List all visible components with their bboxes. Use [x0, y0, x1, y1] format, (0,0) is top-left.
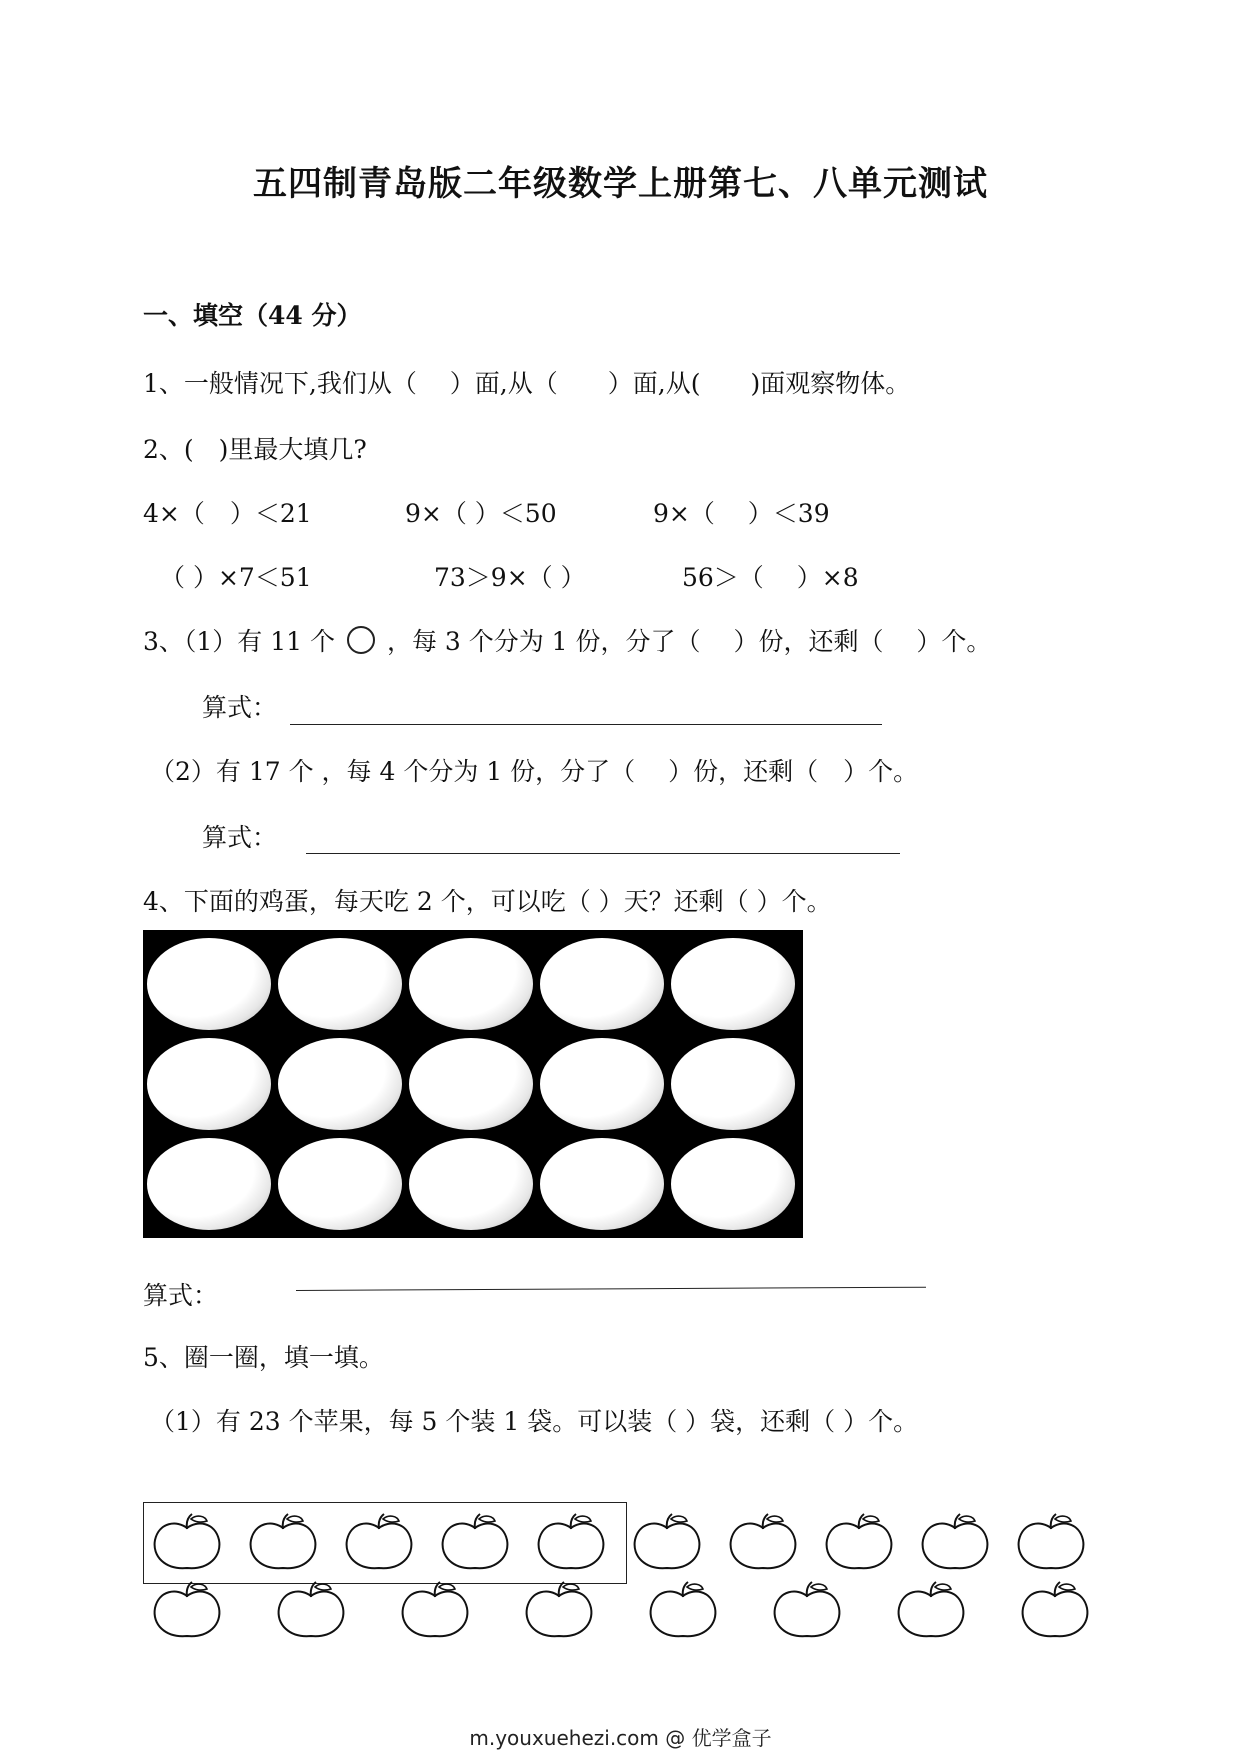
apple-icon — [727, 1512, 799, 1574]
apple-icon — [895, 1580, 967, 1642]
apple-icon — [771, 1580, 843, 1642]
question-3-part-1 — [143, 622, 991, 658]
circle-icon — [347, 626, 375, 654]
question-1: 1、一般情况下,我们从（ ）面,从（ ）面,从( )面观察物体。 — [143, 369, 911, 398]
q2-item-3: 9×（ ）＜39 — [653, 499, 830, 528]
answer-line-q3-2[interactable] — [306, 853, 900, 854]
page-title: 五四制青岛版二年级数学上册第七、八单元测试 — [253, 164, 988, 204]
egg-icon — [540, 1138, 664, 1230]
question-2: 2、( )里最大填几? — [143, 435, 367, 464]
apple-icon — [523, 1580, 595, 1642]
apple-icon — [275, 1580, 347, 1642]
footer-watermark: m.youxuehezi.com @ 优学盒子 — [469, 1726, 772, 1750]
q2-item-1: 4×（ ）＜21 — [143, 499, 312, 528]
apple-icon — [631, 1512, 703, 1574]
egg-icon — [409, 938, 533, 1030]
egg-icon — [147, 938, 271, 1030]
q2-item-2: 9×（ ）＜50 — [405, 499, 557, 528]
q2-item-6: 56＞（ ）×8 — [682, 563, 859, 592]
egg-icon — [409, 1138, 533, 1230]
question-5-part-1: （1）有 23 个苹果，每 5 个装 1 袋。可以装（ ）袋，还剩（ ）个。 — [150, 1407, 919, 1436]
apple-icon — [647, 1580, 719, 1642]
egg-icon — [278, 1038, 402, 1130]
formula-label-q3-1: 算式： — [202, 693, 278, 722]
answer-line-q4[interactable] — [296, 1287, 926, 1291]
egg-icon — [147, 1138, 271, 1230]
apple-icon — [151, 1580, 223, 1642]
egg-icon — [671, 1038, 795, 1130]
egg-icon — [540, 938, 664, 1030]
q2-item-5: 73＞9×（ ） — [434, 563, 586, 592]
egg-icon — [147, 1038, 271, 1130]
apple-icon — [823, 1512, 895, 1574]
apple-icon — [535, 1512, 607, 1574]
apple-icon — [1019, 1580, 1091, 1642]
apple-icon — [247, 1512, 319, 1574]
apple-icon — [439, 1512, 511, 1574]
q2-item-4: （ ）×7＜51 — [160, 563, 312, 592]
apple-icon — [1015, 1512, 1087, 1574]
question-4: 4、下面的鸡蛋，每天吃 2 个，可以吃（ ）天？还剩（ ）个。 — [143, 887, 832, 916]
answer-line-q3-1[interactable] — [290, 724, 882, 725]
q3-1-text-after: ，每 3 个分为 1 份，分了（ ）份，还剩（ ）个。 — [386, 627, 992, 656]
question-5: 5、圈一圈，填一填。 — [143, 1343, 384, 1372]
egg-icon — [671, 938, 795, 1030]
question-3-part-2: （2）有 17 个 ，每 4 个分为 1 份，分了（ ）份，还剩（ ）个。 — [150, 757, 919, 786]
apple-icon — [919, 1512, 991, 1574]
egg-icon — [278, 1138, 402, 1230]
apple-icon — [399, 1580, 471, 1642]
formula-label-q4: 算式： — [143, 1281, 219, 1310]
formula-label-q3-2: 算式： — [202, 823, 278, 852]
egg-icon — [409, 1038, 533, 1130]
egg-icon — [671, 1138, 795, 1230]
q3-1-text-before: 3、（1）有 11 个 — [143, 627, 336, 656]
apple-icon — [343, 1512, 415, 1574]
egg-icon — [540, 1038, 664, 1130]
egg-picture — [143, 930, 803, 1238]
apple-icon — [151, 1512, 223, 1574]
egg-icon — [278, 938, 402, 1030]
section-heading-fill-blank: 一、填空（44 分） — [143, 301, 362, 330]
